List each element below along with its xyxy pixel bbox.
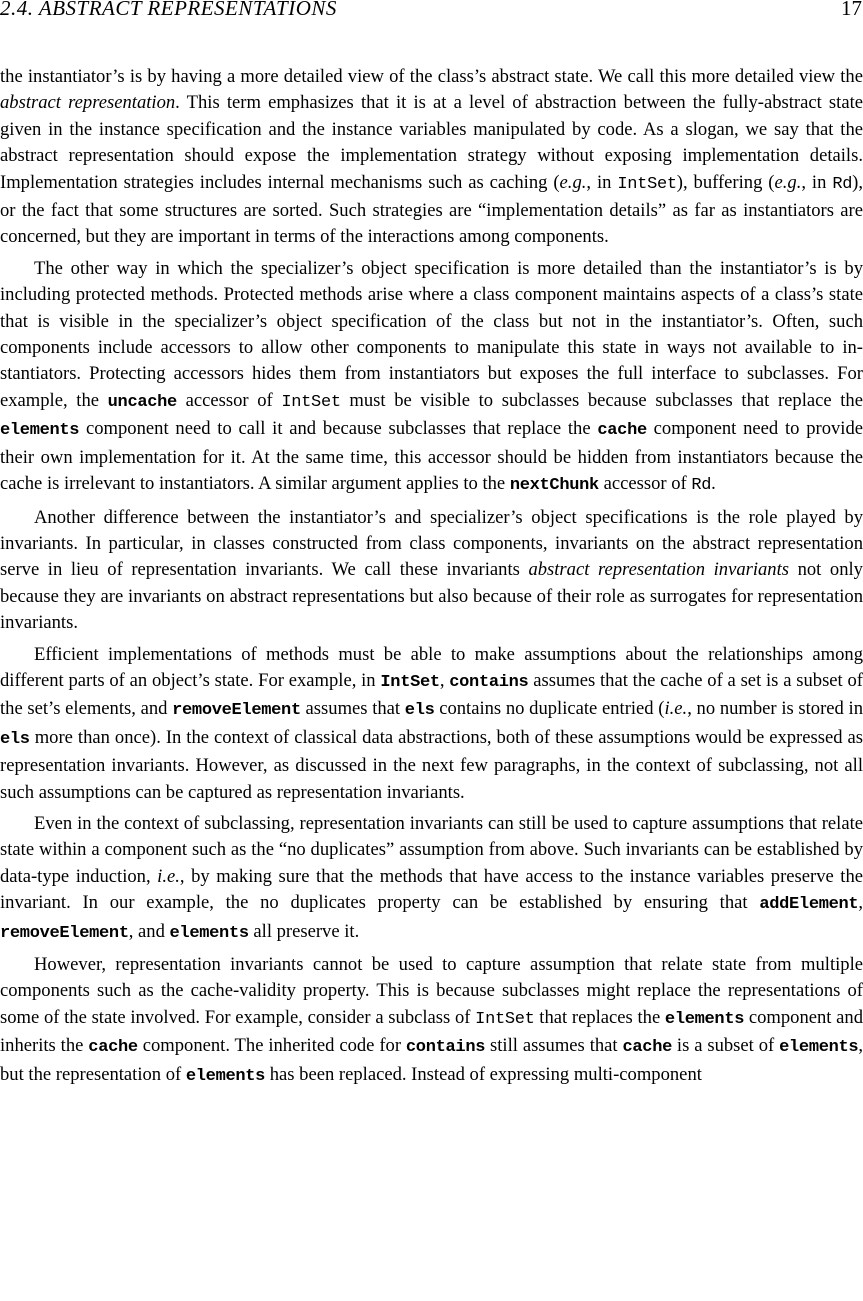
text-run: , but the representation of <box>0 1035 863 1085</box>
text-run: Another difference between the instantiator’s and specializer’s object specifications is the role played by invariants. In particular, in classes constructed from class components, invariants on the abstract representation serve in lieu of representation invariants. We call these invariants <box>0 506 863 581</box>
text-run: component and inherits the <box>0 1006 863 1057</box>
paragraph-p2 <box>0 256 863 500</box>
code-identifier-bold: els <box>0 729 30 749</box>
text-run: ), or the fact that some structures are sorted. Such strategies are “implementation details” as far as instantiators are concerned, but they are important in terms of the interactions among components. <box>0 171 863 248</box>
text-run: all preserve it. <box>248 920 360 942</box>
paragraph-p1 <box>0 64 863 251</box>
text-run: ), buffering ( <box>676 171 775 193</box>
code-identifier-bold: addElement <box>759 895 859 915</box>
page-number: 17 <box>841 0 862 20</box>
text-run: not only because they are invariants on abstract representations but also because of their role as surrogates for representation invariants. <box>0 559 863 634</box>
code-identifier: IntSet <box>475 1009 535 1029</box>
code-identifier-bold: removeElement <box>0 923 129 943</box>
code-identifier-bold: uncache <box>107 392 177 412</box>
code-identifier-bold: cache <box>597 421 647 441</box>
text-run: the instantiator’s is by having a more detailed view of the class’s abstract state. We call this more detailed view the <box>0 66 863 87</box>
code-identifier-bold: elements <box>664 1009 745 1029</box>
running-head: 2.4. ABSTRACT REPRESENTATIONS <box>0 0 337 20</box>
text-run: contains no duplicate entried ( <box>434 698 665 720</box>
text-run: , by making sure that the methods that have access to the instance variables preserve the invariant. In our example, the no duplicates property can be established by ensuring that <box>0 865 863 914</box>
code-identifier-bold: cache <box>88 1038 138 1058</box>
code-identifier-bold: IntSet <box>380 672 440 692</box>
text-run: accessor of <box>598 473 692 495</box>
code-identifier: Rd <box>832 174 853 194</box>
text-run: Even in the context of subclassing, representation invariants can still be used to capture assumptions that relate state within a component such as the “no duplicates” assumption from above. Such invariants can be established by data-type induction, <box>0 812 863 887</box>
code-identifier-bold: removeElement <box>172 701 301 721</box>
text-run: The other way in which the specializer’s object specification is more detailed than the instantiator’s is by including protected methods. Protected methods arise where a class component maintains aspects of a class’s state that is visible in the specializer’s object specification of the class but not in the instantiator’s. Often, such components include accessors to allow other components to manipulate this state in ways not available to instantiators. Protecting accessors hides them from instantiators but exposes the full interface to subclasses. For example, the <box>0 257 863 411</box>
code-identifier-bold: elements <box>185 1066 266 1086</box>
emphasis-term: e.g. <box>774 171 802 193</box>
text-run: that replaces the <box>534 1006 665 1028</box>
emphasis-term: i.e. <box>664 698 688 720</box>
text-run: has been replaced. Instead of expressing multi-component <box>265 1063 702 1085</box>
text-run: assumes that <box>300 698 405 720</box>
text-run: , <box>858 892 863 914</box>
text-run: component need to provide their own implementation for it. At the same time, this accessor should be hidden from instantiators because the cache is irrelevant to instantiators. A similar argument applies to the <box>0 418 863 495</box>
text-run: Efficient implementations of methods must be able to make assumptions about the relationships among different parts of an object’s state. For example, in <box>0 643 863 691</box>
paragraph-p3 <box>0 505 863 637</box>
text-run: more than once). In the context of classical data abstractions, both of these assumptions would be expressed as representation invariants. However, as discussed in the next few paragraphs, in the context of subclassing, not all such assumptions can be captured as representation invariants. <box>0 726 863 803</box>
emphasis-term: e.g. <box>559 171 587 193</box>
text-run: still assumes that <box>485 1035 623 1057</box>
code-identifier-bold: els <box>404 701 435 721</box>
code-identifier-bold: contains <box>405 1038 486 1058</box>
text-run: assumes that the cache of a set is a subset of the set’s elements, and <box>0 669 863 720</box>
text-run: , in <box>586 171 618 193</box>
text-run: is a subset of <box>672 1035 780 1057</box>
code-identifier-bold: elements <box>0 421 80 441</box>
text-run: , in <box>801 171 833 193</box>
text-run: must be visible to subclasses because subclasses that replace the <box>340 389 863 411</box>
text-run: , and <box>128 920 170 942</box>
text-run: component need to call it and because subclasses that replace the <box>79 418 598 440</box>
paragraph-p4 <box>0 642 863 806</box>
body-text <box>0 64 863 1090</box>
text-run: , no number is stored in <box>687 698 863 720</box>
code-identifier-bold: nextChunk <box>509 476 599 496</box>
emphasis-term: i.e. <box>157 865 180 887</box>
code-identifier-bold: contains <box>449 672 529 692</box>
code-identifier: IntSet <box>617 174 677 194</box>
code-identifier-bold: elements <box>779 1038 859 1058</box>
paragraph-p5 <box>0 811 863 947</box>
text-run: . This term emphasizes that it is at a level of abstraction between the fully-abstract state given in the instance specification and the instance variables manipulated by code. As a slogan, we say that the abstract representation should expose the implementation strategy without exposing implementation details. Implementation strategies includes internal mechanisms such as caching ( <box>0 92 863 193</box>
emphasis-term: abstract representation invariants <box>528 559 790 581</box>
text-run: However, representation invariants cannot be used to capture assumption that relate state from multiple components such as the cache-validity property. This is because subclasses might replace the representations of some of the state involved. For example, consider a subclass of <box>0 954 863 1028</box>
text-run: accessor of <box>176 389 282 411</box>
text-run: component. The inherited code for <box>137 1035 406 1057</box>
text-run: . <box>711 473 716 495</box>
code-identifier: Rd <box>691 476 712 496</box>
code-identifier: IntSet <box>281 392 341 412</box>
text-run: , <box>439 669 450 691</box>
code-identifier-bold: cache <box>622 1038 672 1058</box>
code-identifier-bold: elements <box>169 923 249 943</box>
page-header <box>0 0 863 22</box>
emphasis-term: abstract representation <box>0 92 176 114</box>
paragraph-p6 <box>0 952 863 1090</box>
